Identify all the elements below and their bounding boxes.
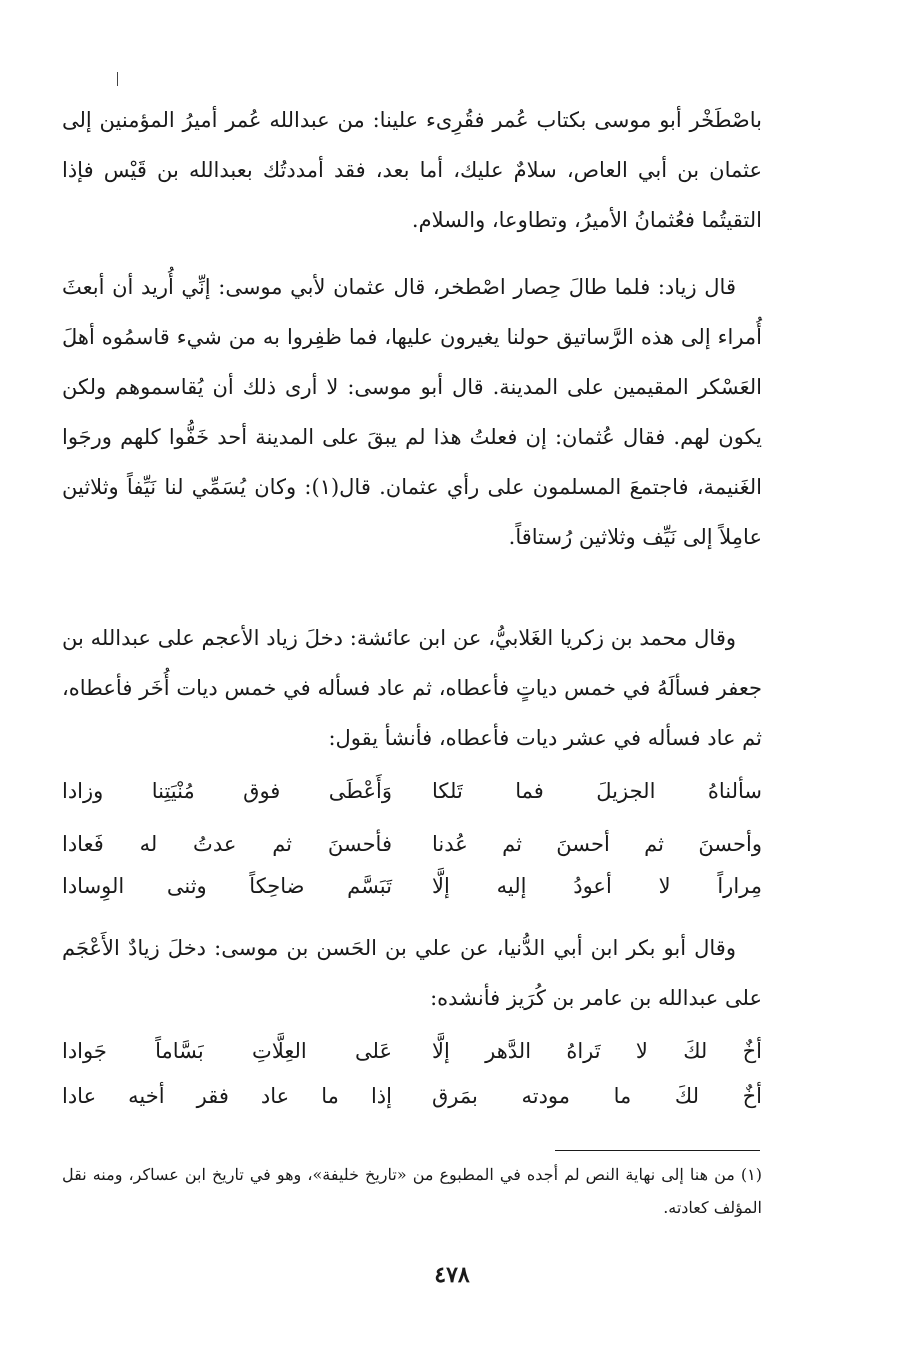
stray-ink-mark xyxy=(117,72,118,86)
paragraph-text: وقال محمد بن زكريا الغَلابيُّ، عن ابن عائشة: دخلَ زياد الأعجم على عبدالله بن جعفر فسألَهُ في خمس دياتٍ فأعطاه، ثم عاد فسأله في خمس ديات أُخَر فأعطاه، ثم عاد فسأله في عشر ديات فأعطاه، فأنشأ يقول: xyxy=(62,626,762,750)
verse-second-hemistich: وَأَعْطَى فوق مُنْيَتِنا وزادا xyxy=(62,779,392,803)
verse-line xyxy=(62,1073,762,1119)
verse-second-hemistich: عَلى العِلَّاتِ بَسَّاماً جَوادا xyxy=(62,1039,392,1063)
page-number: ٤٧٨ xyxy=(434,1262,470,1288)
paragraph-letter xyxy=(62,95,762,245)
verse-line xyxy=(62,863,762,909)
verse-second-hemistich: إذا ما عاد فقر أخيه عادا xyxy=(62,1084,392,1108)
verse-line xyxy=(62,768,762,814)
verse-first-hemistich: سألناهُ الجزيلَ فما تَلكا xyxy=(432,779,762,803)
paragraph-ghalabi xyxy=(62,613,762,763)
paragraph-text: قال زياد: فلما طالَ حِصار اصْطخر، قال عثمان لأبي موسى: إنِّي أُريد أن أبعثَ أُمراء إلى هذه الرَّساتيق حولنا يغيرون عليها، فما ظفِروا به من شيء قاسمُوه أهلَ العَسْكر المقيمين على المدينة. قال أبو موسى: لا أرى ذلك أن يُقاسموهم ولكن يكون لهم. فقال عُثمان: إن فعلتُ هذا لم يبقَ على المدينة أحد خَفُّوا كلهم ورجَوا الغَنيمة، فاجتمعَ المسلمون على رأي عثمان. قال(١): وكان يُسَمِّي لنا نَيِّفاً وثلاثين عامِلاً إلى نَيِّف وثلاثين رُستاقاً. xyxy=(62,275,762,549)
paragraph-text: باصْطَخْر أبو موسى بكتاب عُمر فقُرِىء علينا: من عبدالله عُمر أميرُ المؤمنين إلى عثمان بن أبي العاص، سلامٌ عليك، أما بعد، فقد أمددتُك بعبدالله بن قَيْس فإذا التقيتُما فعُثمانُ الأميرُ، وتطاوعا، والسلام. xyxy=(62,108,762,232)
verse-line xyxy=(62,821,762,867)
verse-second-hemistich: تَبَسَّم ضاحِكاً وثنى الوِسادا xyxy=(62,874,392,898)
verse-second-hemistich: فأحسنَ ثم عدتُ له فَعادا xyxy=(62,832,392,856)
verse-first-hemistich: أخٌ لكَ ما مودته بمَرق xyxy=(432,1084,762,1108)
footnote-text: (١) من هنا إلى نهاية النص لم أجده في المطبوع من «تاريخ خليفة»، وهو في تاريخ ابن عساكر، ومنه نقل المؤلف كعادته. xyxy=(62,1165,762,1217)
footnote-divider xyxy=(555,1150,760,1151)
verse-first-hemistich: وأحسنَ ثم أحسنَ ثم عُدنا xyxy=(432,832,762,856)
footnote xyxy=(62,1158,762,1224)
verse-first-hemistich: مِراراً لا أعودُ إليه إلَّا xyxy=(432,874,762,898)
paragraph-siege xyxy=(62,262,762,562)
paragraph-ibn-abi-dunya xyxy=(62,923,762,1023)
verse-first-hemistich: أخٌ لكَ لا تَراهُ الدَّهر إلَّا xyxy=(432,1039,762,1063)
verse-line xyxy=(62,1028,762,1074)
paragraph-text: وقال أبو بكر ابن أبي الدُّنيا، عن علي بن الحَسن بن موسى: دخلَ زيادٌ الأَعْجَم على عبدالله بن عامر بن كُرَيز فأنشده: xyxy=(62,936,762,1010)
